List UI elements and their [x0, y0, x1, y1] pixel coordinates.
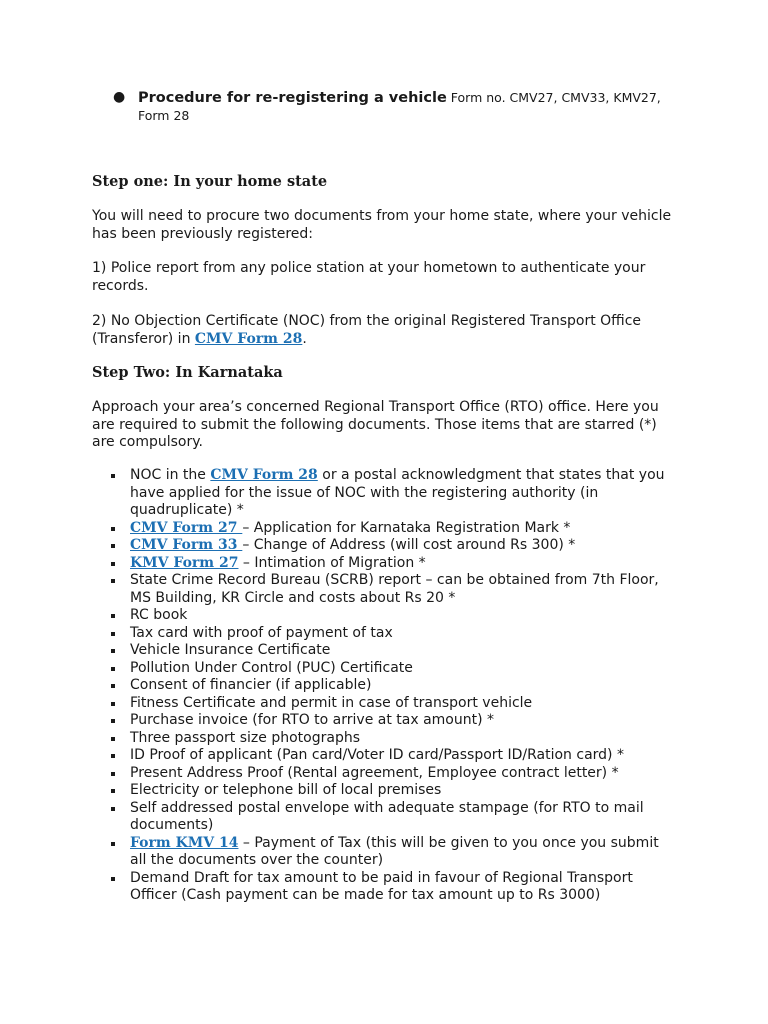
list-item: [108, 800, 668, 835]
list-item: [108, 870, 668, 905]
step-one-intro: You will need to procure two documents from your home state, where your vehicle has been previously registered:: [92, 208, 672, 242]
cmv-form-28-link[interactable]: CMV Form 28: [210, 467, 318, 483]
list-item-text: Self addressed postal envelope with adequate stampage (for RTO to mail documents): [130, 799, 644, 833]
cmv-form-28-link[interactable]: CMV Form 28: [194, 330, 303, 347]
list-item-text: Three passport size photographs: [130, 729, 361, 746]
step-two-intro: Approach your area’s concerned Regional Transport Office (RTO) office. Here you are required to submit the following documents. Those items that are starred (*) are compulsory.: [92, 399, 659, 450]
list-item: [108, 625, 668, 643]
list-item-text: – Payment of Tax (this will be given to you once you submit all the documents over the counter): [130, 834, 659, 868]
documents-list: [108, 467, 668, 905]
square-bullet-icon: [111, 772, 115, 776]
list-item: [108, 607, 668, 625]
step-one-item-2: [92, 313, 682, 348]
square-bullet-icon: [111, 807, 115, 811]
list-item: [108, 520, 668, 538]
square-bullet-icon: [111, 684, 115, 688]
list-item-text: Electricity or telephone bill of local premises: [130, 782, 442, 798]
square-bullet-icon: [111, 632, 115, 636]
list-item-text: Vehicle Insurance Certificate: [130, 642, 331, 658]
list-item-text: Present Address Proof (Rental agreement, Employee contract letter) *: [130, 764, 619, 781]
list-item: [108, 555, 668, 573]
square-bullet-icon: [111, 719, 115, 723]
kmv-form-27-link[interactable]: KMV Form 27: [130, 554, 239, 571]
list-item: [108, 572, 668, 607]
list-item-text: or a postal acknowledgment that states that you have applied for the issue of NOC with the registering authority (in quadruplicate) *: [130, 467, 665, 518]
list-item: [108, 835, 668, 870]
square-bullet-icon: [111, 614, 115, 618]
list-item: [108, 677, 668, 695]
square-bullet-icon: [111, 527, 115, 531]
step-one-item-2-text: 2) No Objection Certificate (NOC) from the original Registered Transport Office (Transferor) in: [92, 313, 642, 347]
list-item: [108, 712, 668, 730]
list-item-text: State Crime Record Bureau (SCRB) report – can be obtained from 7th Floor, MS Building, KR Circle and costs about Rs 20 *: [130, 572, 659, 606]
square-bullet-icon: [111, 842, 115, 846]
square-bullet-icon: [111, 754, 115, 758]
list-item-text: – Change of Address (will cost around Rs 300) *: [242, 537, 576, 553]
list-item-text: RC book: [130, 607, 188, 623]
list-item: [108, 782, 668, 800]
square-bullet-icon: [111, 789, 115, 793]
square-bullet-icon: [111, 877, 115, 881]
list-item-text: – Intimation of Migration *: [238, 554, 426, 571]
list-item-text: – Application for Karnataka Registration Mark *: [242, 519, 571, 536]
list-item-text: Tax card with proof of payment of tax: [130, 624, 393, 641]
list-item-text: Purchase invoice (for RTO to arrive at tax amount) *: [130, 712, 495, 728]
square-bullet-icon: [111, 702, 115, 706]
list-item-text: ID Proof of applicant (Pan card/Voter ID card/Passport ID/Ration card) *: [130, 747, 624, 763]
square-bullet-icon: [111, 562, 115, 566]
procedure-heading: Procedure for re-registering a vehicle: [138, 90, 447, 106]
list-item: [108, 765, 668, 783]
procedure-forms: Form no. CMV27, CMV33, KMV27, Form 28: [138, 90, 661, 123]
step-two-heading: Step Two: In Karnataka: [92, 364, 283, 381]
list-item: [108, 695, 668, 713]
square-bullet-icon: [111, 737, 115, 741]
list-item-text: NOC in the: [130, 467, 211, 483]
procedure-bullet: [113, 89, 693, 124]
square-bullet-icon: [111, 579, 115, 583]
list-item: [108, 642, 668, 660]
square-bullet-icon: [111, 667, 115, 671]
list-item-text: Fitness Certificate and permit in case of transport vehicle: [130, 694, 533, 711]
list-item: [108, 537, 668, 555]
list-item: [108, 730, 668, 748]
list-item-text: Consent of financier (if applicable): [130, 677, 372, 693]
square-bullet-icon: [111, 649, 115, 653]
list-item: [108, 660, 668, 678]
list-item: [108, 747, 668, 765]
cmv-form-27-link[interactable]: CMV Form 27: [130, 519, 243, 536]
list-item: [108, 467, 668, 520]
square-bullet-icon: [111, 474, 115, 478]
step-one-item-2-end: .: [302, 330, 307, 347]
form-kmv-14-link[interactable]: Form KMV 14: [130, 834, 239, 851]
list-item-text: Demand Draft for tax amount to be paid in favour of Regional Transport Officer (Cash payment can be made for tax amount up to Rs 3000): [130, 869, 633, 903]
bullet-dot-icon: ●: [113, 89, 126, 105]
step-one-heading: Step one: In your home state: [92, 173, 328, 190]
square-bullet-icon: [111, 544, 115, 548]
list-item-text: Pollution Under Control (PUC) Certificate: [130, 659, 413, 676]
step-one-item-1: 1) Police report from any police station at your hometown to authenticate your records.: [92, 260, 646, 294]
cmv-form-33-link[interactable]: CMV Form 33: [130, 537, 243, 553]
